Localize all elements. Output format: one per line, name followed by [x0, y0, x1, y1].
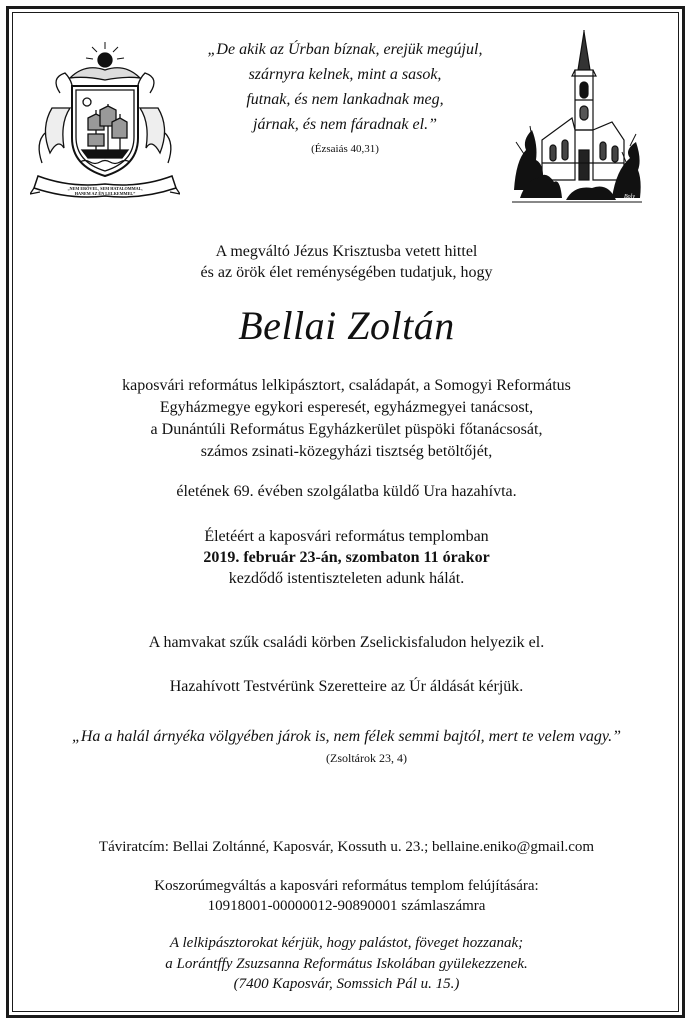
clergy-note-line-1: A lelkipásztorokat kérjük, hogy palástot, föveget hozzanak;	[169, 935, 524, 951]
wreath-account-line: 10918001-00000012-90890001 számlaszámra	[207, 898, 486, 914]
titles-line-2: Egyházmegye egykori esperesét, egyházmegyei tanácsost,	[159, 399, 534, 416]
titles-line-1: kaposvári református lelkipásztort, családapát, a Somogyi Református	[122, 377, 571, 394]
clergy-note-line-2: a Lorántffy Zsuzsanna Református Iskolában gyülekezzenek.	[165, 956, 528, 972]
service-line-1: Életéért a kaposvári református templomban	[204, 528, 489, 545]
clergy-note-line-3: (7400 Kaposvár, Somssich Pál u. 15.)	[233, 976, 460, 992]
blessing-line: Hazahívott Testvérünk Szeretteire az Úr áldását kérjük.	[169, 678, 524, 695]
deceased-name: Bellai Zoltán	[238, 303, 455, 348]
intro-line-1: A megváltó Jézus Krisztusba vetett hittel	[215, 243, 478, 260]
closing-verse: „Ha a halál árnyéka völgyében járok is, nem félek semmi bajtól, mert te velem vagy.”	[71, 728, 622, 745]
header-verse-line-2: szárnyra kelnek, mint a sasok,	[248, 66, 442, 83]
church-drawing-icon	[512, 30, 642, 206]
closing-verse-reference: (Zsoltárok 23, 4)	[326, 751, 407, 765]
titles-line-4: számos zsinati-közegyházi tisztség betöltőjét,	[200, 443, 493, 460]
header-verse-line-1: „De akik az Úrban bíznak, erejük megújul,	[207, 41, 483, 58]
titles-line-3: a Dunántúli Református Egyházkerület püspöki főtanácsosát,	[150, 421, 543, 438]
intro-line-2: és az örök élet reménységében tudatjuk, hogy	[200, 264, 493, 281]
service-line-3: kezdődő istentiszteleten adunk hálát.	[228, 570, 465, 587]
church-signature: Boly	[624, 194, 635, 200]
wreath-line-1: Koszorúmegváltás a kaposvári református templom felújítására:	[154, 878, 539, 894]
death-line: életének 69. évében szolgálatba küldő Ura hazahívta.	[176, 483, 517, 500]
header-verse-reference: (Ézsaiás 40,31)	[311, 143, 379, 155]
svg-text:„NEM ERŐVEL, SEM HATALOMMAL,: „NEM ERŐVEL, SEM HATALOMMAL,	[67, 186, 143, 191]
service-date-line: 2019. február 23-án, szombaton 11 órakor	[203, 549, 490, 566]
header-verse-line-3: futnak, és nem lankadnak meg,	[246, 91, 444, 108]
header-verse-line-4: járnak, és nem fáradnak el.”	[253, 116, 437, 133]
reformed-church-coat-of-arms-icon	[30, 38, 180, 203]
ashes-line: A hamvakat szűk családi körben Zselickisfaludon helyezik el.	[148, 634, 545, 651]
svg-text:HANEM AZ ÉN LELKEMMEL”: HANEM AZ ÉN LELKEMMEL”	[74, 191, 136, 196]
telegram-address-line: Táviratcím: Bellai Zoltánné, Kaposvár, Kossuth u. 23.; bellaine.eniko@gmail.com	[98, 839, 595, 855]
